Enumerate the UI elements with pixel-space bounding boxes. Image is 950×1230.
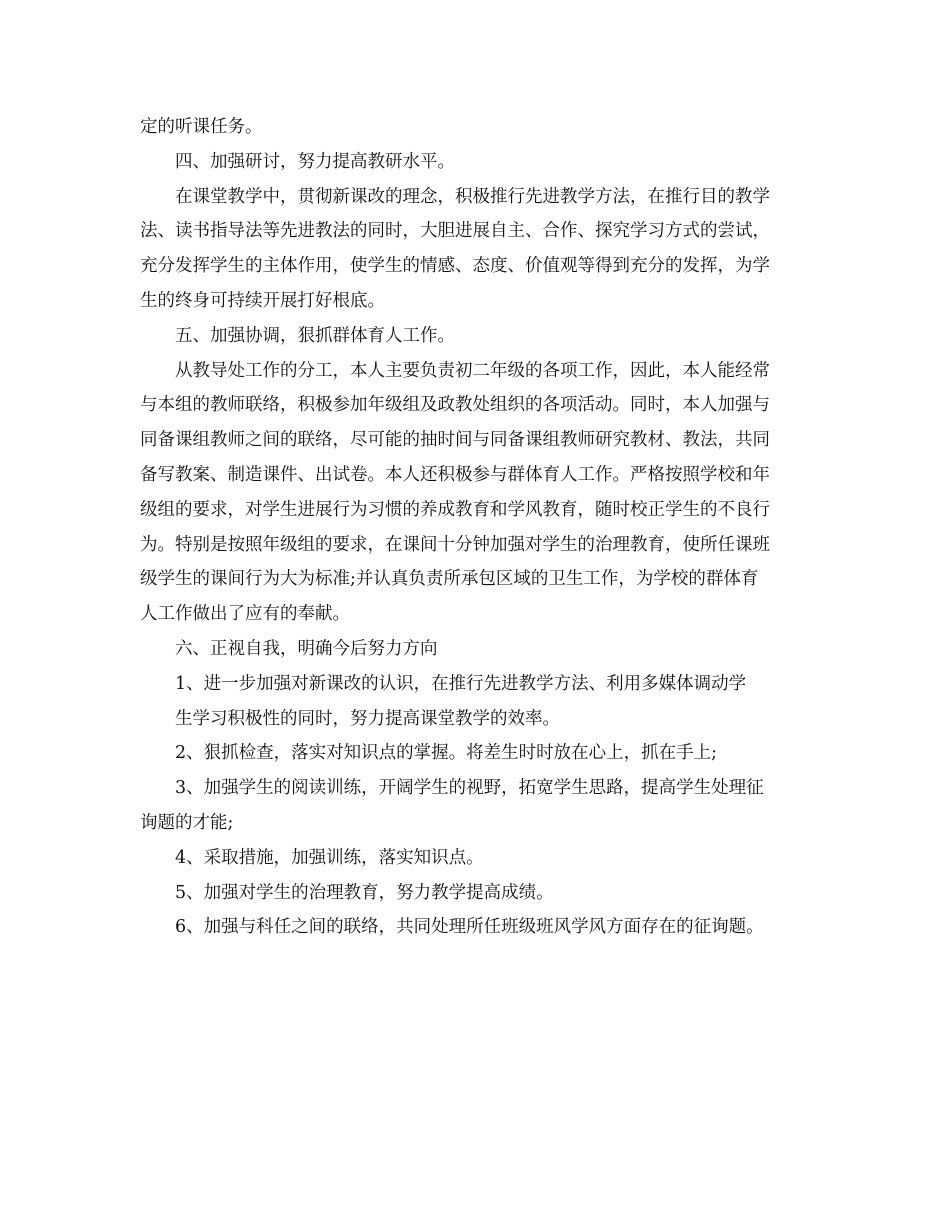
document-body <box>140 110 820 945</box>
text-line: 1、进一步加强对新课改的认识，在推行先进教学方法、利用多媒体调动学 <box>175 673 747 694</box>
text-line: 级学生的课间行为大为标准;并认真负责所承包区域的卫生工作，为学校的群体育 <box>140 569 759 590</box>
text-line: 生学习积极性的同时，努力提高课堂教学的效率。 <box>175 708 560 729</box>
text-line: 四、加强研讨，努力提高教研水平。 <box>175 151 455 172</box>
text-line: 五、加强协调，狠抓群体育人工作。 <box>175 325 455 346</box>
text-line: 2、狠抓检查，落实对知识点的掌握。将差生时时放在心上，抓在手上; <box>175 743 718 764</box>
text-line: 3、加强学生的阅读训练，开阔学生的视野，拓宽学生思路，提高学生处理征 <box>175 778 764 799</box>
text-line: 为。特别是按照年级组的要求，在课间十分钟加强对学生的治理教育，使所任课班 <box>140 534 770 555</box>
text-line: 询题的才能; <box>140 812 234 833</box>
text-line: 从教导处工作的分工，本人主要负责初二年级的各项工作，因此，本人能经常 <box>175 360 770 381</box>
text-line: 与本组的教师联络，积极参加年级组及政教处组织的各项活动。同时，本人加强与 <box>140 395 770 416</box>
text-line: 在课堂教学中，贯彻新课改的理念，积极推行先进教学方法，在推行目的教学 <box>175 186 770 207</box>
text-line: 4、采取措施，加强训练，落实知识点。 <box>175 847 484 868</box>
text-line: 级组的要求，对学生进展行为习惯的养成教育和学风教育，随时校正学生的不良行 <box>140 499 770 520</box>
text-line: 5、加强对学生的治理教育，努力教学提高成绩。 <box>175 882 554 903</box>
text-line: 同备课组教师之间的联络，尽可能的抽时间与同备课组教师研究教材、教法，共同 <box>140 430 770 451</box>
text-line: 人工作做出了应有的奉献。 <box>140 604 350 625</box>
text-line: 法、读书指导法等先进教法的同时，大胆进展自主、合作、探究学习方式的尝试， <box>140 221 770 242</box>
text-line: 定的听课任务。 <box>140 117 263 137</box>
text-line: 六、正视自我，明确今后努力方向 <box>175 638 438 659</box>
text-line: 备写教案、制造课件、出试卷。本人还积极参与群体育人工作。严格按照学校和年 <box>140 464 770 485</box>
text-line: 6、加强与科任之间的联络，共同处理所任班级班风学风方面存在的征询题。 <box>175 917 764 938</box>
text-line: 充分发挥学生的主体作用，使学生的情感、态度、价值观等得到充分的发挥，为学 <box>140 256 770 277</box>
text-line: 生的终身可持续开展打好根底。 <box>140 290 385 311</box>
